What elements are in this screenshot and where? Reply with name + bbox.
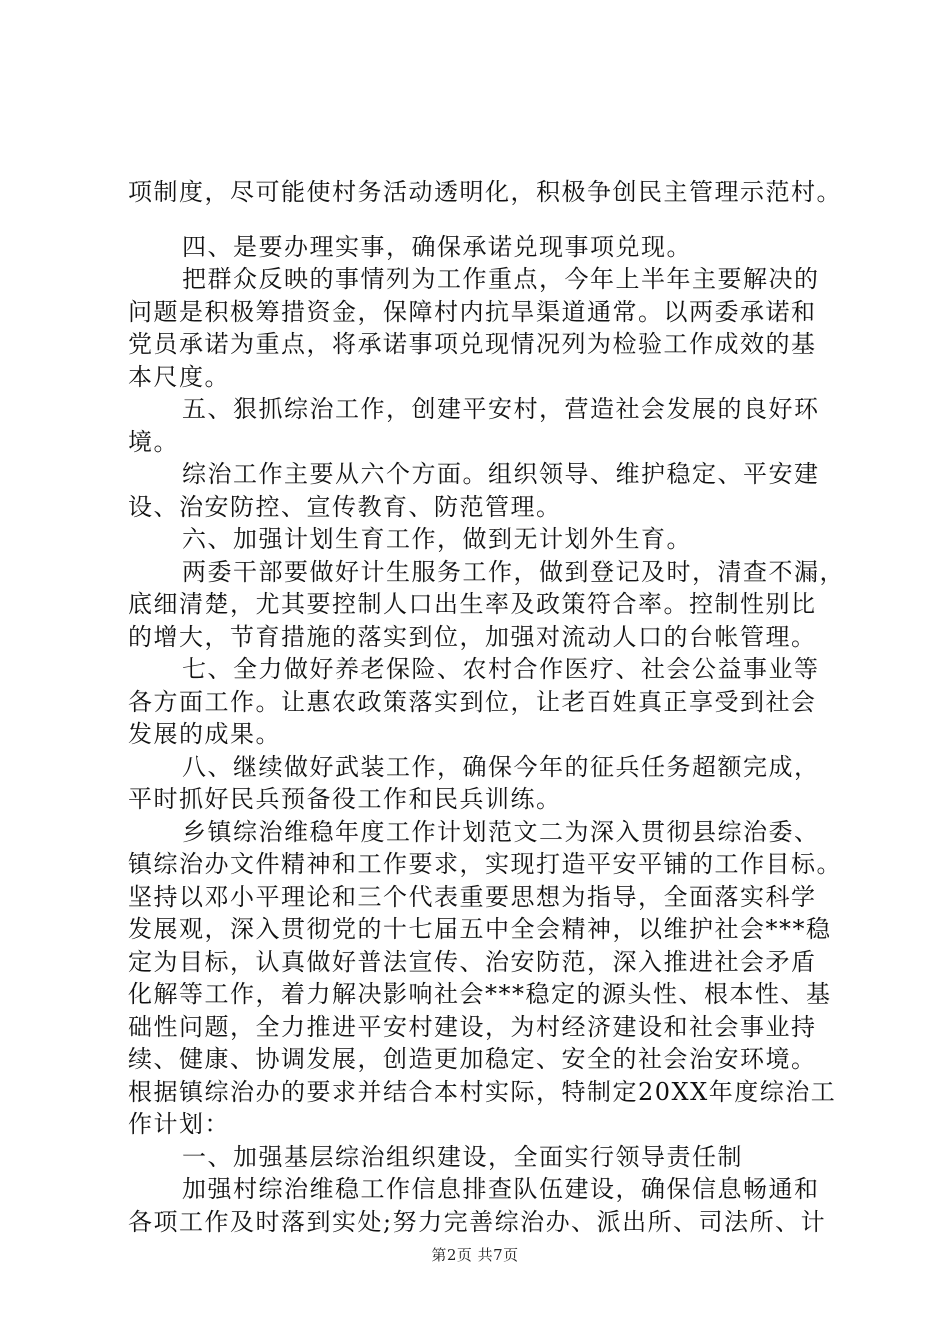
text-line: 化解等工作，着力解决影响社会***稳定的源头性、根本性、基 [128,980,832,1008]
text-line: 定为目标，认真做好普法宣传、治安防范，深入推进社会矛盾 [128,947,817,976]
text-line: 各项工作及时落到实处;努力完善综治办、派出所、司法所、计 [128,1207,827,1236]
text-line: 乡镇综治维稳年度工作计划范文二为深入贯彻县综治委、 [182,817,820,846]
text-line: 问题是积极筹措资金，保障村内抗旱渠道通常。以两委承诺和 [128,297,817,326]
text-line: 根据镇综治办的要求并结合本村实际，特制定20XX年度综治工 [128,1077,837,1106]
text-line: 的增大，节育措施的落实到位，加强对流动人口的台帐管理。 [128,622,817,651]
text-line: 两委干部要做好计生服务工作，做到登记及时，清查不漏， [182,557,845,586]
text-line: 境。 [128,427,179,456]
text-line: 各方面工作。让惠农政策落实到位，让老百姓真正享受到社会 [128,687,817,716]
text-line: 加强村综治维稳工作信息排查队伍建设，确保信息畅通和 [182,1175,820,1203]
text-line: 把群众反映的事情列为工作重点，今年上半年主要解决的 [182,265,820,293]
text-line: 五、狠抓综治工作，创建平安村，营造社会发展的良好环 [182,395,820,423]
text-line: 平时抓好民兵预备役工作和民兵训练。 [128,785,562,813]
text-line: 镇综治办文件精神和工作要求，实现打造平安平铺的工作目标。 [128,850,842,878]
text-line: 四、是要办理实事，确保承诺兑现事项兑现。 [182,232,692,261]
text-line: 本尺度。 [128,362,230,391]
page-footer: 第2页 共7页 [431,1246,519,1264]
text-line: 八、继续做好武装工作，确保今年的征兵任务超额完成， [182,752,820,781]
document-body [128,176,848,1238]
text-line: 项制度，尽可能使村务活动透明化，积极争创民主管理示范村。 [128,178,842,206]
text-line: 党员承诺为重点，将承诺事项兑现情况列为检验工作成效的基 [128,330,817,358]
text-line: 综治工作主要从六个方面。组织领导、维护稳定、平安建 [182,460,820,488]
text-line: 底细清楚，尤其要控制人口出生率及政策符合率。控制性别比 [128,590,817,618]
text-line: 作计划： [128,1110,230,1138]
text-line: 六、加强计划生育工作，做到无计划外生育。 [182,525,692,553]
text-line: 发展的成果。 [128,720,281,748]
text-line: 发展观，深入贯彻党的十七届五中全会精神，以维护社会***稳 [128,915,832,943]
text-line: 坚持以邓小平理论和三个代表重要思想为指导，全面落实科学 [128,882,817,911]
text-line: 础性问题，全力推进平安村建设，为村经济建设和社会事业持 [128,1012,817,1041]
text-line: 续、健康、协调发展，创造更加稳定、安全的社会治安环境。 [128,1045,817,1073]
paragraph-gap [128,209,848,231]
text-line: 设、治安防控、宣传教育、防范管理。 [128,492,562,521]
text-line: 一、加强基层综治组织建设，全面实行领导责任制 [182,1142,743,1171]
text-line: 七、全力做好养老保险、农村合作医疗、社会公益事业等 [182,655,820,683]
